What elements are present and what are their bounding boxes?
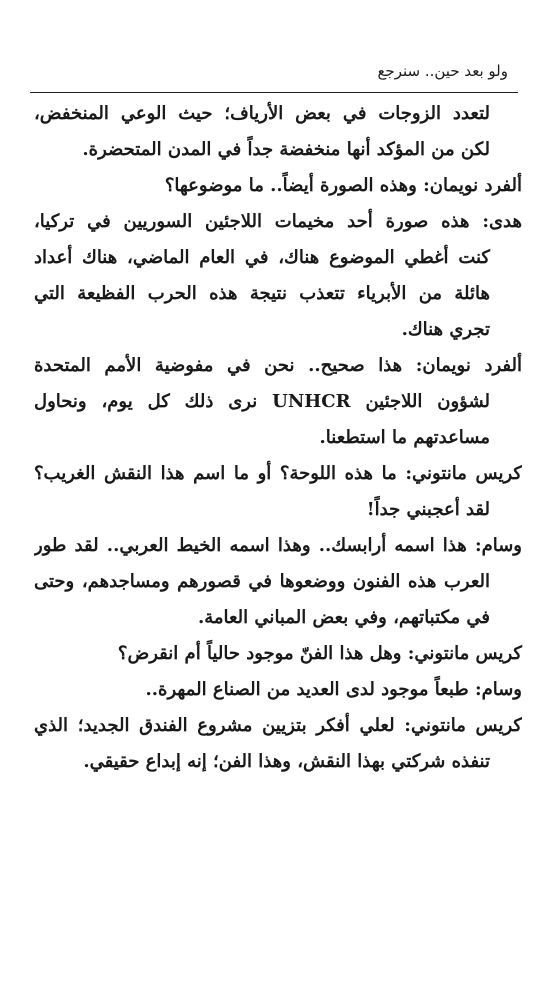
body-text (34, 96, 522, 780)
text-line: كنت أغطي الموضوع هناك، في العام الماضي، هناك أعداد (34, 247, 490, 268)
dialogue-line: كريس مانتوني: لعلي أفكر بتزيين مشروع الفندق الجديد؛ الذي (34, 715, 522, 736)
dialogue-line: كريس مانتوني: وهل هذا الفنّ موجود حالياً أم انقرض؟ (117, 643, 522, 664)
dialogue-line: كريس مانتوني: ما هذه اللوحة؟ أو ما اسم هذا النقش الغريب؟ (34, 463, 522, 484)
dialogue-line: هدى: هذه صورة أحد مخيمات اللاجئين السوريين في تركيا، (34, 211, 522, 232)
text-line: لشؤون اللاجئين UNHCR نرى ذلك كل يوم، ونحاول (34, 391, 490, 412)
dialogue-line: وسام: هذا اسمه أرابسك.. وهذا اسمه الخيط العربي.. لقد طور (34, 535, 522, 556)
text-line: في مكتباتهم، وفي بعض المباني العامة. (197, 607, 490, 628)
text-line: تنفذه شركتي بهذا النقش، وهذا الفن؛ إنه إبداع حقيقي. (83, 751, 490, 772)
running-header: ولو بعد حين.. سنرجع (377, 62, 508, 80)
dialogue-line: ألفرد نويمان: هذا صحيح.. نحن في مفوضية الأمم المتحدة (34, 355, 522, 376)
dialogue-line: وسام: طبعاً موجود لدى العديد من الصناع المهرة.. (145, 679, 522, 700)
text-line: مساعدتهم ما استطعنا. (319, 427, 490, 448)
text-line: تجري هناك. (401, 319, 490, 340)
text-line: هائلة من الأبرياء تتعذب نتيجة هذه الحرب الفظيعة التي (34, 283, 490, 304)
text-line: العرب هذه الفنون ووضعوها في قصورهم ومساجدهم، وحتى (34, 571, 490, 592)
dialogue-line: ألفرد نويمان: وهذه الصورة أيضاً.. ما موضوعها؟ (164, 175, 522, 196)
text-line: لتعدد الزوجات في بعض الأرياف؛ حيث الوعي المنخفض، (34, 103, 490, 124)
text-line: لكن من المؤكد أنها منخفضة جداً في المدن المتحضرة. (82, 139, 490, 160)
text-line: لقد أعجبني جداً! (366, 499, 490, 520)
header-rule (30, 92, 518, 93)
